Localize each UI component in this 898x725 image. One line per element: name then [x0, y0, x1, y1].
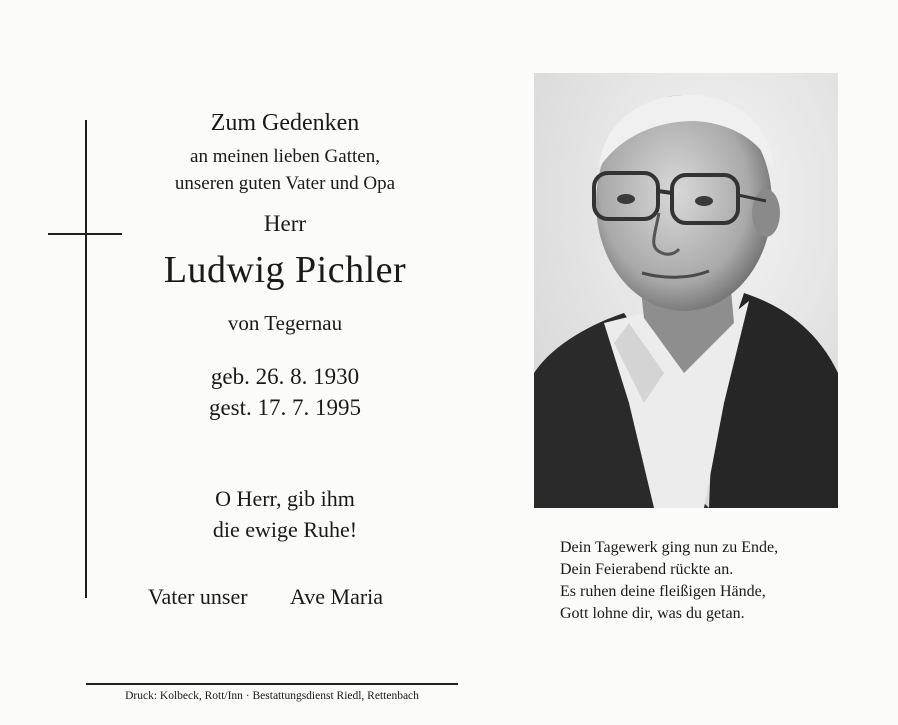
poem-line: Es ruhen deine fleißigen Hände, [560, 583, 766, 600]
printer-note: Druck: Kolbeck, Rott/Inn · Bestattungsdienst Riedl, Rettenbach [125, 690, 419, 702]
poem-line: Gott lohne dir, was du getan. [560, 605, 745, 622]
poem-line: Dein Tagewerk ging nun zu Ende, [560, 539, 779, 556]
heading: Zum Gedenken [210, 110, 360, 136]
birth-date: geb. 26. 8. 1930 [210, 364, 360, 389]
divider [86, 683, 458, 685]
prayer-line-2: die ewige Ruhe! [212, 517, 358, 542]
prayer-line-1: O Herr, gib ihm [215, 486, 355, 511]
prayer-vater-unser: Vater unser [148, 584, 248, 609]
poem [560, 537, 778, 625]
dedication-line-2: unseren guten Vater und Opa [174, 173, 396, 194]
dedication-line-1: an meinen lieben Gatten, [190, 146, 380, 167]
deceased-name: Ludwig Pichler [163, 249, 407, 291]
death-date: gest. 17. 7. 1995 [208, 395, 362, 420]
poem-line: Dein Feierabend rückte an. [560, 561, 734, 578]
cross-bar [48, 233, 122, 235]
title: Herr [263, 211, 307, 236]
origin: von Tegernau [227, 311, 343, 335]
cross-icon [85, 120, 87, 598]
prayer-ave-maria: Ave Maria [290, 584, 384, 609]
portrait-icon [534, 73, 838, 508]
